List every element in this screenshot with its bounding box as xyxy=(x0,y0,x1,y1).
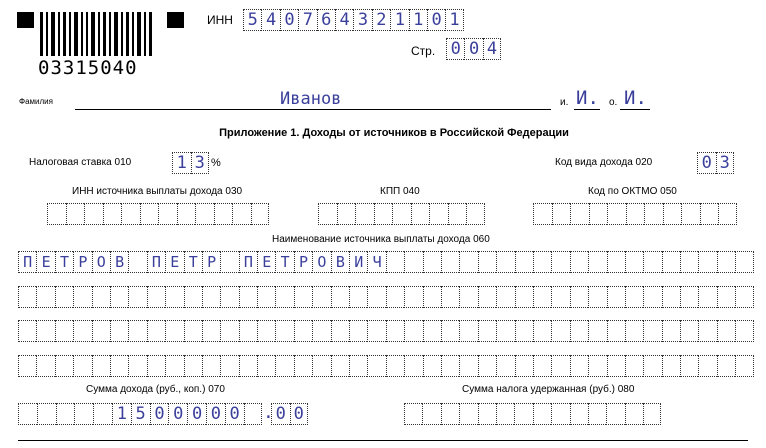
surname-value[interactable]: Иванов xyxy=(280,89,342,109)
char-cell[interactable] xyxy=(349,320,367,342)
char-cell[interactable] xyxy=(515,355,533,377)
char-cell[interactable]: Р xyxy=(73,251,91,273)
char-cell[interactable]: Р xyxy=(202,251,220,273)
char-cell[interactable] xyxy=(18,355,36,377)
char-cell[interactable] xyxy=(275,320,293,342)
char-cell[interactable] xyxy=(73,355,91,377)
char-cell[interactable]: Р xyxy=(294,251,312,273)
char-cell[interactable] xyxy=(128,320,146,342)
char-cell[interactable] xyxy=(195,203,214,225)
char-cell[interactable] xyxy=(184,355,202,377)
char-cell[interactable] xyxy=(607,320,625,342)
char-cell[interactable]: Е xyxy=(257,251,275,273)
kpp-cells[interactable] xyxy=(318,203,485,225)
char-cell[interactable] xyxy=(73,320,91,342)
page-cells[interactable] xyxy=(446,38,501,60)
char-cell[interactable] xyxy=(570,320,588,342)
tax-rate-unit: % xyxy=(211,157,221,169)
char-cell[interactable] xyxy=(66,203,85,225)
char-cell[interactable] xyxy=(441,286,459,308)
char-cell[interactable] xyxy=(735,286,753,308)
char-cell[interactable] xyxy=(459,320,477,342)
char-cell[interactable] xyxy=(404,403,422,425)
char-cell[interactable] xyxy=(588,355,606,377)
patronymic-line xyxy=(620,109,650,110)
char-cell[interactable] xyxy=(588,320,606,342)
char-cell[interactable] xyxy=(184,286,202,308)
char-cell[interactable] xyxy=(662,355,680,377)
char-cell[interactable] xyxy=(681,203,700,225)
char-cell[interactable] xyxy=(128,355,146,377)
char-cell[interactable] xyxy=(367,286,385,308)
surname-label: Фамилия xyxy=(19,97,53,106)
char-cell[interactable] xyxy=(448,203,467,225)
char-cell[interactable] xyxy=(551,403,569,425)
char-cell[interactable]: 0 xyxy=(280,9,298,31)
char-cell[interactable] xyxy=(441,251,459,273)
char-cell[interactable] xyxy=(92,286,110,308)
char-cell[interactable]: Т xyxy=(184,251,202,273)
char-cell[interactable] xyxy=(121,203,140,225)
char-cell[interactable] xyxy=(232,203,251,225)
char-cell[interactable] xyxy=(496,355,514,377)
char-cell[interactable] xyxy=(202,286,220,308)
char-cell[interactable] xyxy=(643,320,661,342)
char-cell[interactable] xyxy=(294,320,312,342)
char-cell[interactable]: П xyxy=(147,251,165,273)
char-cell[interactable] xyxy=(662,320,680,342)
char-cell[interactable] xyxy=(570,251,588,273)
char-cell[interactable] xyxy=(55,355,73,377)
tax-sum-cells[interactable] xyxy=(404,403,661,425)
char-cell[interactable] xyxy=(429,203,448,225)
char-cell[interactable] xyxy=(588,403,606,425)
char-cell[interactable]: О xyxy=(92,251,110,273)
char-cell[interactable] xyxy=(515,251,533,273)
name-line xyxy=(574,109,600,110)
char-cell[interactable]: 0 xyxy=(446,38,464,60)
char-cell[interactable] xyxy=(680,251,698,273)
char-cell[interactable] xyxy=(423,355,441,377)
char-cell[interactable]: 0 xyxy=(271,403,290,425)
char-cell[interactable] xyxy=(47,203,66,225)
income-code-cells[interactable] xyxy=(697,152,734,174)
income-sum-dot: . xyxy=(263,402,274,423)
char-cell[interactable] xyxy=(386,251,404,273)
char-cell[interactable] xyxy=(220,355,238,377)
char-cell[interactable]: В xyxy=(110,251,128,273)
patronymic-label: о. xyxy=(609,97,618,108)
char-cell[interactable]: 0 xyxy=(187,403,206,425)
char-cell[interactable] xyxy=(552,203,571,225)
char-cell[interactable] xyxy=(643,251,661,273)
char-cell[interactable] xyxy=(404,320,422,342)
barcode xyxy=(38,0,160,80)
char-cell[interactable] xyxy=(625,286,643,308)
income-sum-cells[interactable] xyxy=(18,403,262,425)
char-cell[interactable] xyxy=(386,286,404,308)
char-cell[interactable] xyxy=(698,251,716,273)
char-cell[interactable] xyxy=(404,251,422,273)
char-cell[interactable] xyxy=(496,286,514,308)
source-inn-label: ИНН источника выплаты дохода 030 xyxy=(72,186,243,197)
char-cell[interactable] xyxy=(423,286,441,308)
char-cell[interactable] xyxy=(570,403,588,425)
char-cell[interactable] xyxy=(607,355,625,377)
tax-rate-cells[interactable] xyxy=(172,152,209,174)
char-cell[interactable] xyxy=(496,403,514,425)
char-cell[interactable] xyxy=(202,355,220,377)
char-cell[interactable] xyxy=(165,286,183,308)
patronymic-value[interactable]: И. xyxy=(624,87,647,109)
char-cell[interactable] xyxy=(220,286,238,308)
char-cell[interactable] xyxy=(735,320,753,342)
char-cell[interactable] xyxy=(680,320,698,342)
char-cell[interactable]: 6 xyxy=(317,9,335,31)
char-cell[interactable] xyxy=(239,355,257,377)
char-cell[interactable] xyxy=(184,320,202,342)
char-cell[interactable] xyxy=(422,403,440,425)
char-cell[interactable] xyxy=(717,286,735,308)
char-cell[interactable] xyxy=(147,320,165,342)
char-cell[interactable] xyxy=(140,203,159,225)
char-cell[interactable] xyxy=(355,203,374,225)
char-cell[interactable]: 0 xyxy=(206,403,225,425)
char-cell[interactable] xyxy=(478,403,496,425)
char-cell[interactable] xyxy=(56,403,75,425)
char-cell[interactable]: 0 xyxy=(150,403,169,425)
char-cell[interactable]: 7 xyxy=(298,9,316,31)
char-cell[interactable] xyxy=(374,203,393,225)
char-cell[interactable]: Т xyxy=(55,251,73,273)
char-cell[interactable] xyxy=(680,286,698,308)
income-sum-label: Сумма дохода (руб., коп.) 070 xyxy=(86,384,225,395)
char-cell[interactable] xyxy=(36,355,54,377)
oktmo-label: Код по ОКТМО 050 xyxy=(588,186,677,197)
char-cell[interactable] xyxy=(643,403,661,425)
char-cell[interactable] xyxy=(496,320,514,342)
char-cell[interactable] xyxy=(110,320,128,342)
char-cell[interactable] xyxy=(404,355,422,377)
char-cell[interactable] xyxy=(663,203,682,225)
char-cell[interactable] xyxy=(411,203,430,225)
char-cell[interactable] xyxy=(110,286,128,308)
tax-sum-label: Сумма налога удержанная (руб.) 080 xyxy=(462,384,635,395)
char-cell[interactable] xyxy=(459,286,477,308)
char-cell[interactable] xyxy=(533,203,552,225)
surname-line xyxy=(75,109,551,110)
char-cell[interactable] xyxy=(717,320,735,342)
char-cell[interactable] xyxy=(496,251,514,273)
char-cell[interactable] xyxy=(165,355,183,377)
char-cell[interactable] xyxy=(74,403,93,425)
char-cell[interactable] xyxy=(533,251,551,273)
char-cell[interactable] xyxy=(165,320,183,342)
char-cell[interactable]: 2 xyxy=(372,9,390,31)
char-cell[interactable] xyxy=(367,320,385,342)
char-cell[interactable] xyxy=(551,286,569,308)
income-code-label: Код вида дохода 020 xyxy=(555,157,653,168)
char-cell[interactable] xyxy=(625,251,643,273)
char-cell[interactable]: 1 xyxy=(172,152,191,174)
char-cell[interactable] xyxy=(312,286,330,308)
char-cell[interactable] xyxy=(92,320,110,342)
char-cell[interactable]: Е xyxy=(36,251,54,273)
source-inn-cells[interactable] xyxy=(47,203,269,225)
char-cell[interactable] xyxy=(294,286,312,308)
char-cell[interactable] xyxy=(551,320,569,342)
char-cell[interactable] xyxy=(392,203,411,225)
char-cell[interactable] xyxy=(570,355,588,377)
char-cell[interactable] xyxy=(625,320,643,342)
char-cell[interactable] xyxy=(220,251,238,273)
name-label: и. xyxy=(560,97,569,108)
char-cell[interactable]: 5 xyxy=(243,9,261,31)
char-cell[interactable] xyxy=(18,320,36,342)
char-cell[interactable] xyxy=(515,320,533,342)
registration-mark-right xyxy=(167,12,184,28)
char-cell[interactable]: О xyxy=(312,251,330,273)
barcode-number: 03315040 xyxy=(38,57,138,79)
char-cell[interactable] xyxy=(643,355,661,377)
char-cell[interactable] xyxy=(110,355,128,377)
char-cell[interactable] xyxy=(337,203,356,225)
char-cell[interactable] xyxy=(158,203,177,225)
char-cell[interactable] xyxy=(257,320,275,342)
char-cell[interactable] xyxy=(717,355,735,377)
char-cell[interactable] xyxy=(698,355,716,377)
char-cell[interactable] xyxy=(607,203,626,225)
char-cell[interactable] xyxy=(589,203,608,225)
char-cell[interactable] xyxy=(331,286,349,308)
char-cell[interactable] xyxy=(84,203,103,225)
inn-label: ИНН xyxy=(207,13,233,27)
name-value[interactable]: И. xyxy=(576,87,599,109)
char-cell[interactable]: 0 xyxy=(697,152,716,174)
char-cell[interactable]: П xyxy=(239,251,257,273)
char-cell[interactable] xyxy=(441,355,459,377)
char-cell[interactable] xyxy=(36,320,54,342)
char-cell[interactable] xyxy=(680,355,698,377)
char-cell[interactable]: 1 xyxy=(390,9,408,31)
char-cell[interactable] xyxy=(147,286,165,308)
char-cell[interactable] xyxy=(386,355,404,377)
char-cell[interactable]: В xyxy=(331,251,349,273)
char-cell[interactable] xyxy=(718,203,737,225)
char-cell[interactable] xyxy=(625,403,643,425)
char-cell[interactable] xyxy=(478,355,496,377)
char-cell[interactable] xyxy=(18,403,37,425)
char-cell[interactable] xyxy=(533,286,551,308)
char-cell[interactable]: 3 xyxy=(716,152,735,174)
char-cell[interactable]: Е xyxy=(165,251,183,273)
char-cell[interactable] xyxy=(55,286,73,308)
char-cell[interactable] xyxy=(459,355,477,377)
char-cell[interactable] xyxy=(318,203,337,225)
char-cell[interactable]: 1 xyxy=(445,9,463,31)
char-cell[interactable] xyxy=(441,403,459,425)
char-cell[interactable] xyxy=(244,403,263,425)
char-cell[interactable]: 1 xyxy=(409,9,427,31)
source-name-row[interactable] xyxy=(18,286,754,308)
char-cell[interactable] xyxy=(644,203,663,225)
char-cell[interactable] xyxy=(570,286,588,308)
char-cell[interactable] xyxy=(698,286,716,308)
bottom-rule xyxy=(18,440,748,441)
char-cell[interactable] xyxy=(73,286,91,308)
char-cell[interactable] xyxy=(607,251,625,273)
char-cell[interactable] xyxy=(37,403,56,425)
char-cell[interactable]: 4 xyxy=(483,38,501,60)
char-cell[interactable] xyxy=(275,355,293,377)
oktmo-cells[interactable] xyxy=(533,203,737,225)
source-name-label: Наименование источника выплаты дохода 060 xyxy=(272,234,490,245)
char-cell[interactable] xyxy=(588,251,606,273)
char-cell[interactable]: Т xyxy=(275,251,293,273)
char-cell[interactable]: 0 xyxy=(290,403,309,425)
registration-mark-left xyxy=(17,12,34,28)
char-cell[interactable] xyxy=(103,203,122,225)
char-cell[interactable]: П xyxy=(18,251,36,273)
char-cell[interactable] xyxy=(177,203,196,225)
char-cell[interactable] xyxy=(698,320,716,342)
char-cell[interactable]: 4 xyxy=(261,9,279,31)
char-cell[interactable] xyxy=(551,251,569,273)
char-cell[interactable] xyxy=(92,355,110,377)
char-cell[interactable] xyxy=(367,355,385,377)
char-cell[interactable] xyxy=(312,320,330,342)
char-cell[interactable] xyxy=(514,403,532,425)
char-cell[interactable] xyxy=(735,251,753,273)
char-cell[interactable] xyxy=(607,286,625,308)
char-cell[interactable] xyxy=(202,320,220,342)
section-title: Приложение 1. Доходы от источников в Российской Федерации xyxy=(219,127,569,139)
char-cell[interactable]: 0 xyxy=(464,38,482,60)
char-cell[interactable]: 5 xyxy=(131,403,150,425)
char-cell[interactable] xyxy=(331,320,349,342)
char-cell[interactable] xyxy=(478,320,496,342)
char-cell[interactable] xyxy=(662,251,680,273)
char-cell[interactable] xyxy=(55,320,73,342)
char-cell[interactable] xyxy=(239,320,257,342)
char-cell[interactable] xyxy=(294,355,312,377)
char-cell[interactable] xyxy=(18,286,36,308)
char-cell[interactable] xyxy=(312,355,330,377)
char-cell[interactable] xyxy=(700,203,719,225)
char-cell[interactable] xyxy=(147,355,165,377)
char-cell[interactable] xyxy=(386,320,404,342)
char-cell[interactable]: 4 xyxy=(335,9,353,31)
char-cell[interactable] xyxy=(459,251,477,273)
source-name-row[interactable] xyxy=(18,355,754,377)
char-cell[interactable]: 0 xyxy=(225,403,244,425)
char-cell[interactable]: 3 xyxy=(191,152,210,174)
char-cell[interactable] xyxy=(331,355,349,377)
char-cell[interactable] xyxy=(349,286,367,308)
char-cell[interactable] xyxy=(606,403,624,425)
char-cell[interactable] xyxy=(441,320,459,342)
page-label: Стр. xyxy=(411,44,436,58)
char-cell[interactable] xyxy=(626,203,645,225)
char-cell[interactable] xyxy=(551,355,569,377)
source-name-row[interactable] xyxy=(18,251,754,273)
char-cell[interactable] xyxy=(214,203,233,225)
char-cell[interactable] xyxy=(735,355,753,377)
char-cell[interactable]: 3 xyxy=(353,9,371,31)
char-cell[interactable]: 0 xyxy=(427,9,445,31)
char-cell[interactable] xyxy=(643,286,661,308)
char-cell[interactable] xyxy=(478,251,496,273)
char-cell[interactable] xyxy=(349,355,367,377)
char-cell[interactable] xyxy=(533,403,551,425)
char-cell[interactable] xyxy=(466,203,485,225)
char-cell[interactable] xyxy=(93,403,112,425)
char-cell[interactable] xyxy=(423,320,441,342)
source-name-row[interactable] xyxy=(18,320,754,342)
char-cell[interactable]: И xyxy=(349,251,367,273)
kpp-label: КПП 040 xyxy=(380,186,420,197)
char-cell[interactable] xyxy=(717,251,735,273)
char-cell[interactable] xyxy=(533,320,551,342)
char-cell[interactable] xyxy=(404,286,422,308)
char-cell[interactable] xyxy=(251,203,270,225)
char-cell[interactable] xyxy=(275,286,293,308)
char-cell[interactable] xyxy=(239,286,257,308)
char-cell[interactable] xyxy=(625,355,643,377)
char-cell[interactable] xyxy=(423,251,441,273)
income-kop-cells[interactable] xyxy=(271,403,308,425)
inn-cells[interactable] xyxy=(243,9,464,31)
char-cell[interactable] xyxy=(515,286,533,308)
char-cell[interactable] xyxy=(533,355,551,377)
char-cell[interactable] xyxy=(662,286,680,308)
char-cell[interactable]: 0 xyxy=(168,403,187,425)
char-cell[interactable] xyxy=(257,355,275,377)
char-cell[interactable] xyxy=(220,320,238,342)
char-cell[interactable] xyxy=(128,286,146,308)
char-cell[interactable] xyxy=(128,251,146,273)
char-cell[interactable] xyxy=(588,286,606,308)
char-cell[interactable] xyxy=(478,286,496,308)
char-cell[interactable]: 1 xyxy=(112,403,131,425)
char-cell[interactable]: Ч xyxy=(367,251,385,273)
tax-rate-label: Налоговая ставка 010 xyxy=(29,157,132,168)
char-cell[interactable] xyxy=(36,286,54,308)
char-cell[interactable] xyxy=(570,203,589,225)
char-cell[interactable] xyxy=(459,403,477,425)
char-cell[interactable] xyxy=(257,286,275,308)
